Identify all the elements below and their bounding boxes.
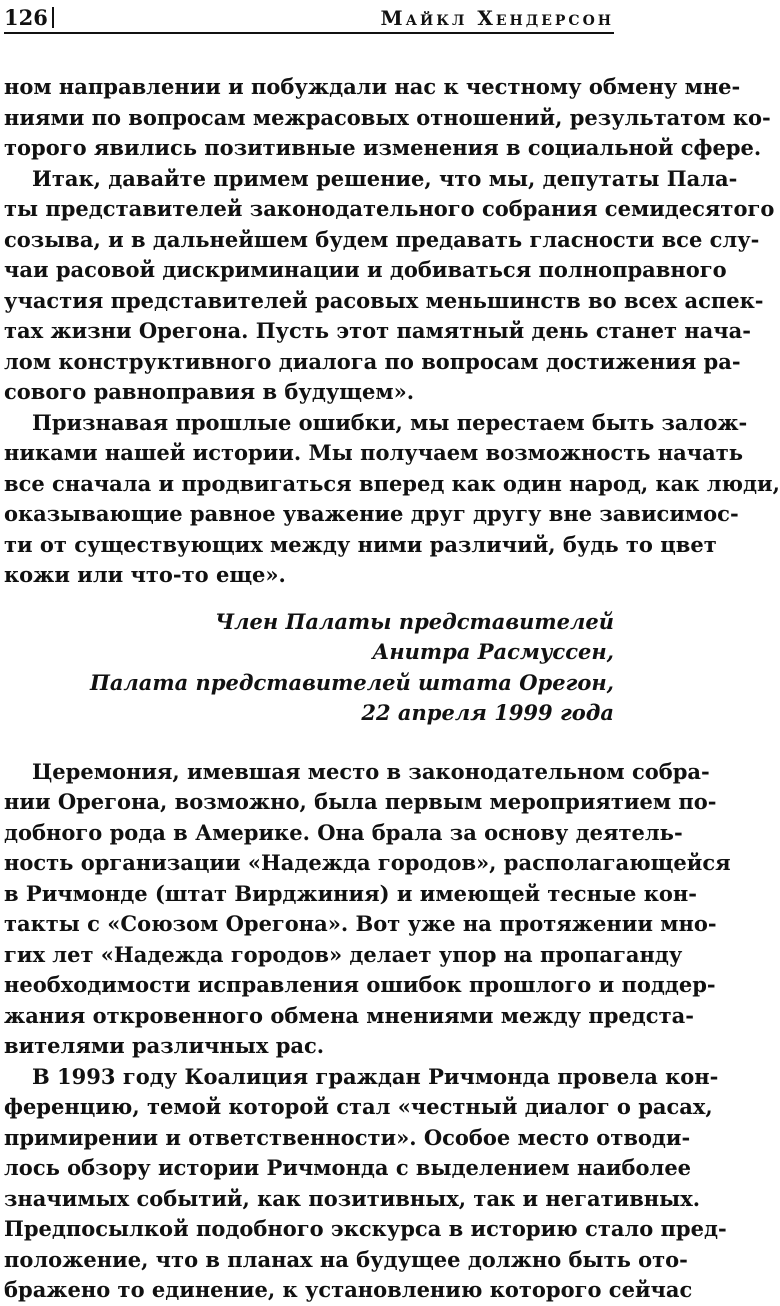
text-line: В 1993 году Коалиция граждан Ричмонда провела кон- — [32, 1063, 719, 1089]
paragraph — [4, 757, 731, 1062]
text-line: ном направлении и побуждали нас к честному обмену мне- — [4, 74, 741, 99]
text-line: сового равноправия в будущем». — [4, 379, 415, 404]
text-line: никами нашей истории. Мы получаем возможность начать — [4, 440, 744, 465]
paragraph — [4, 164, 775, 408]
text-line: положение, что в планах на будущее должно быть ото- — [4, 1246, 688, 1272]
text-line: такты с «Союзом Орегона». Вот уже на протяжении мно- — [4, 911, 717, 936]
text-line: добного рода в Америке. Она брала за основу деятель- — [4, 819, 683, 845]
text-line: кожи или что-то еще». — [4, 562, 286, 587]
signature-name: Анитра Расмуссен, — [372, 639, 614, 664]
signature-body: Палата представителей штата Орегон, — [89, 669, 614, 695]
text-line: участия представителей расовых меньшинств во всех аспек- — [4, 287, 764, 313]
signature-role: Член Палаты представителей — [214, 608, 614, 634]
text-line: Итак, давайте примем решение, что мы, депутаты Пала- — [32, 165, 738, 191]
text-line: лом конструктивного диалога по вопросам достижения ра- — [4, 348, 741, 374]
text-line: созыва, и в дальнейшем будем предавать гласности все слу- — [4, 226, 760, 252]
text-line: Признавая прошлые ошибки, мы перестаем быть залож- — [32, 409, 748, 435]
text-line: вителями различных рас. — [4, 1033, 325, 1058]
text-line: чаи расовой дискриминации и добиваться полноправного — [4, 257, 727, 282]
text-line: жания откровенного обмена мнениями между предста- — [4, 1002, 694, 1028]
paragraph — [4, 408, 780, 591]
text-line: оказывающие равное уважение друг другу вне зависимос- — [4, 501, 739, 526]
text-line: бражено то единение, к установлению которого сейчас — [4, 1277, 693, 1302]
text-line: Предпосылкой подобного экскурса в историю стало пред- — [4, 1216, 727, 1241]
signature-date: 22 апреля 1999 года — [361, 700, 614, 725]
paragraph-continuation — [4, 72, 771, 164]
text-line: тах жизни Орегона. Пусть этот памятный день станет нача- — [4, 318, 751, 343]
running-header — [4, 0, 614, 34]
paragraph — [4, 1062, 727, 1306]
text-line: торого явились позитивные изменения в социальной сфере. — [4, 135, 762, 160]
text-line: нии Орегона, возможно, была первым мероприятием по- — [4, 789, 717, 814]
text-line: в Ричмонде (штат Вирджиния) и имеющей тесные кон- — [4, 880, 697, 906]
body-text — [4, 72, 780, 1306]
text-line: ференцию, темой которой стал «честный диалог о расах, — [4, 1094, 713, 1119]
running-title: Майкл Хендерсон — [380, 6, 614, 30]
text-line: лось обзору истории Ричмонда с выделением наиболее — [4, 1155, 692, 1180]
text-line: ность организации «Надежда городов», располагающейся — [4, 850, 731, 875]
signature-block — [4, 607, 614, 729]
text-line: ниями по вопросам межрасовых отношений, результатом ко- — [4, 104, 771, 130]
text-line: Церемония, имевшая место в законодательном собра- — [32, 758, 710, 784]
text-line: гих лет «Надежда городов» делает упор на пропаганду — [4, 941, 683, 967]
text-line: примирении и ответственности». Особое место отводи- — [4, 1124, 691, 1150]
text-line: значимых событий, как позитивных, так и негативных. — [4, 1185, 701, 1211]
text-line: ти от существующих между ними различий, будь то цвет — [4, 531, 717, 557]
text-line: ты представителей законодательного собрания семидесятого — [4, 196, 775, 221]
text-line: необходимости исправления ошибок прошлого и поддер- — [4, 972, 716, 997]
page-number: 126 — [4, 7, 54, 28]
text-line: все сначала и продвигаться вперед как один народ, как люди, — [4, 470, 780, 496]
